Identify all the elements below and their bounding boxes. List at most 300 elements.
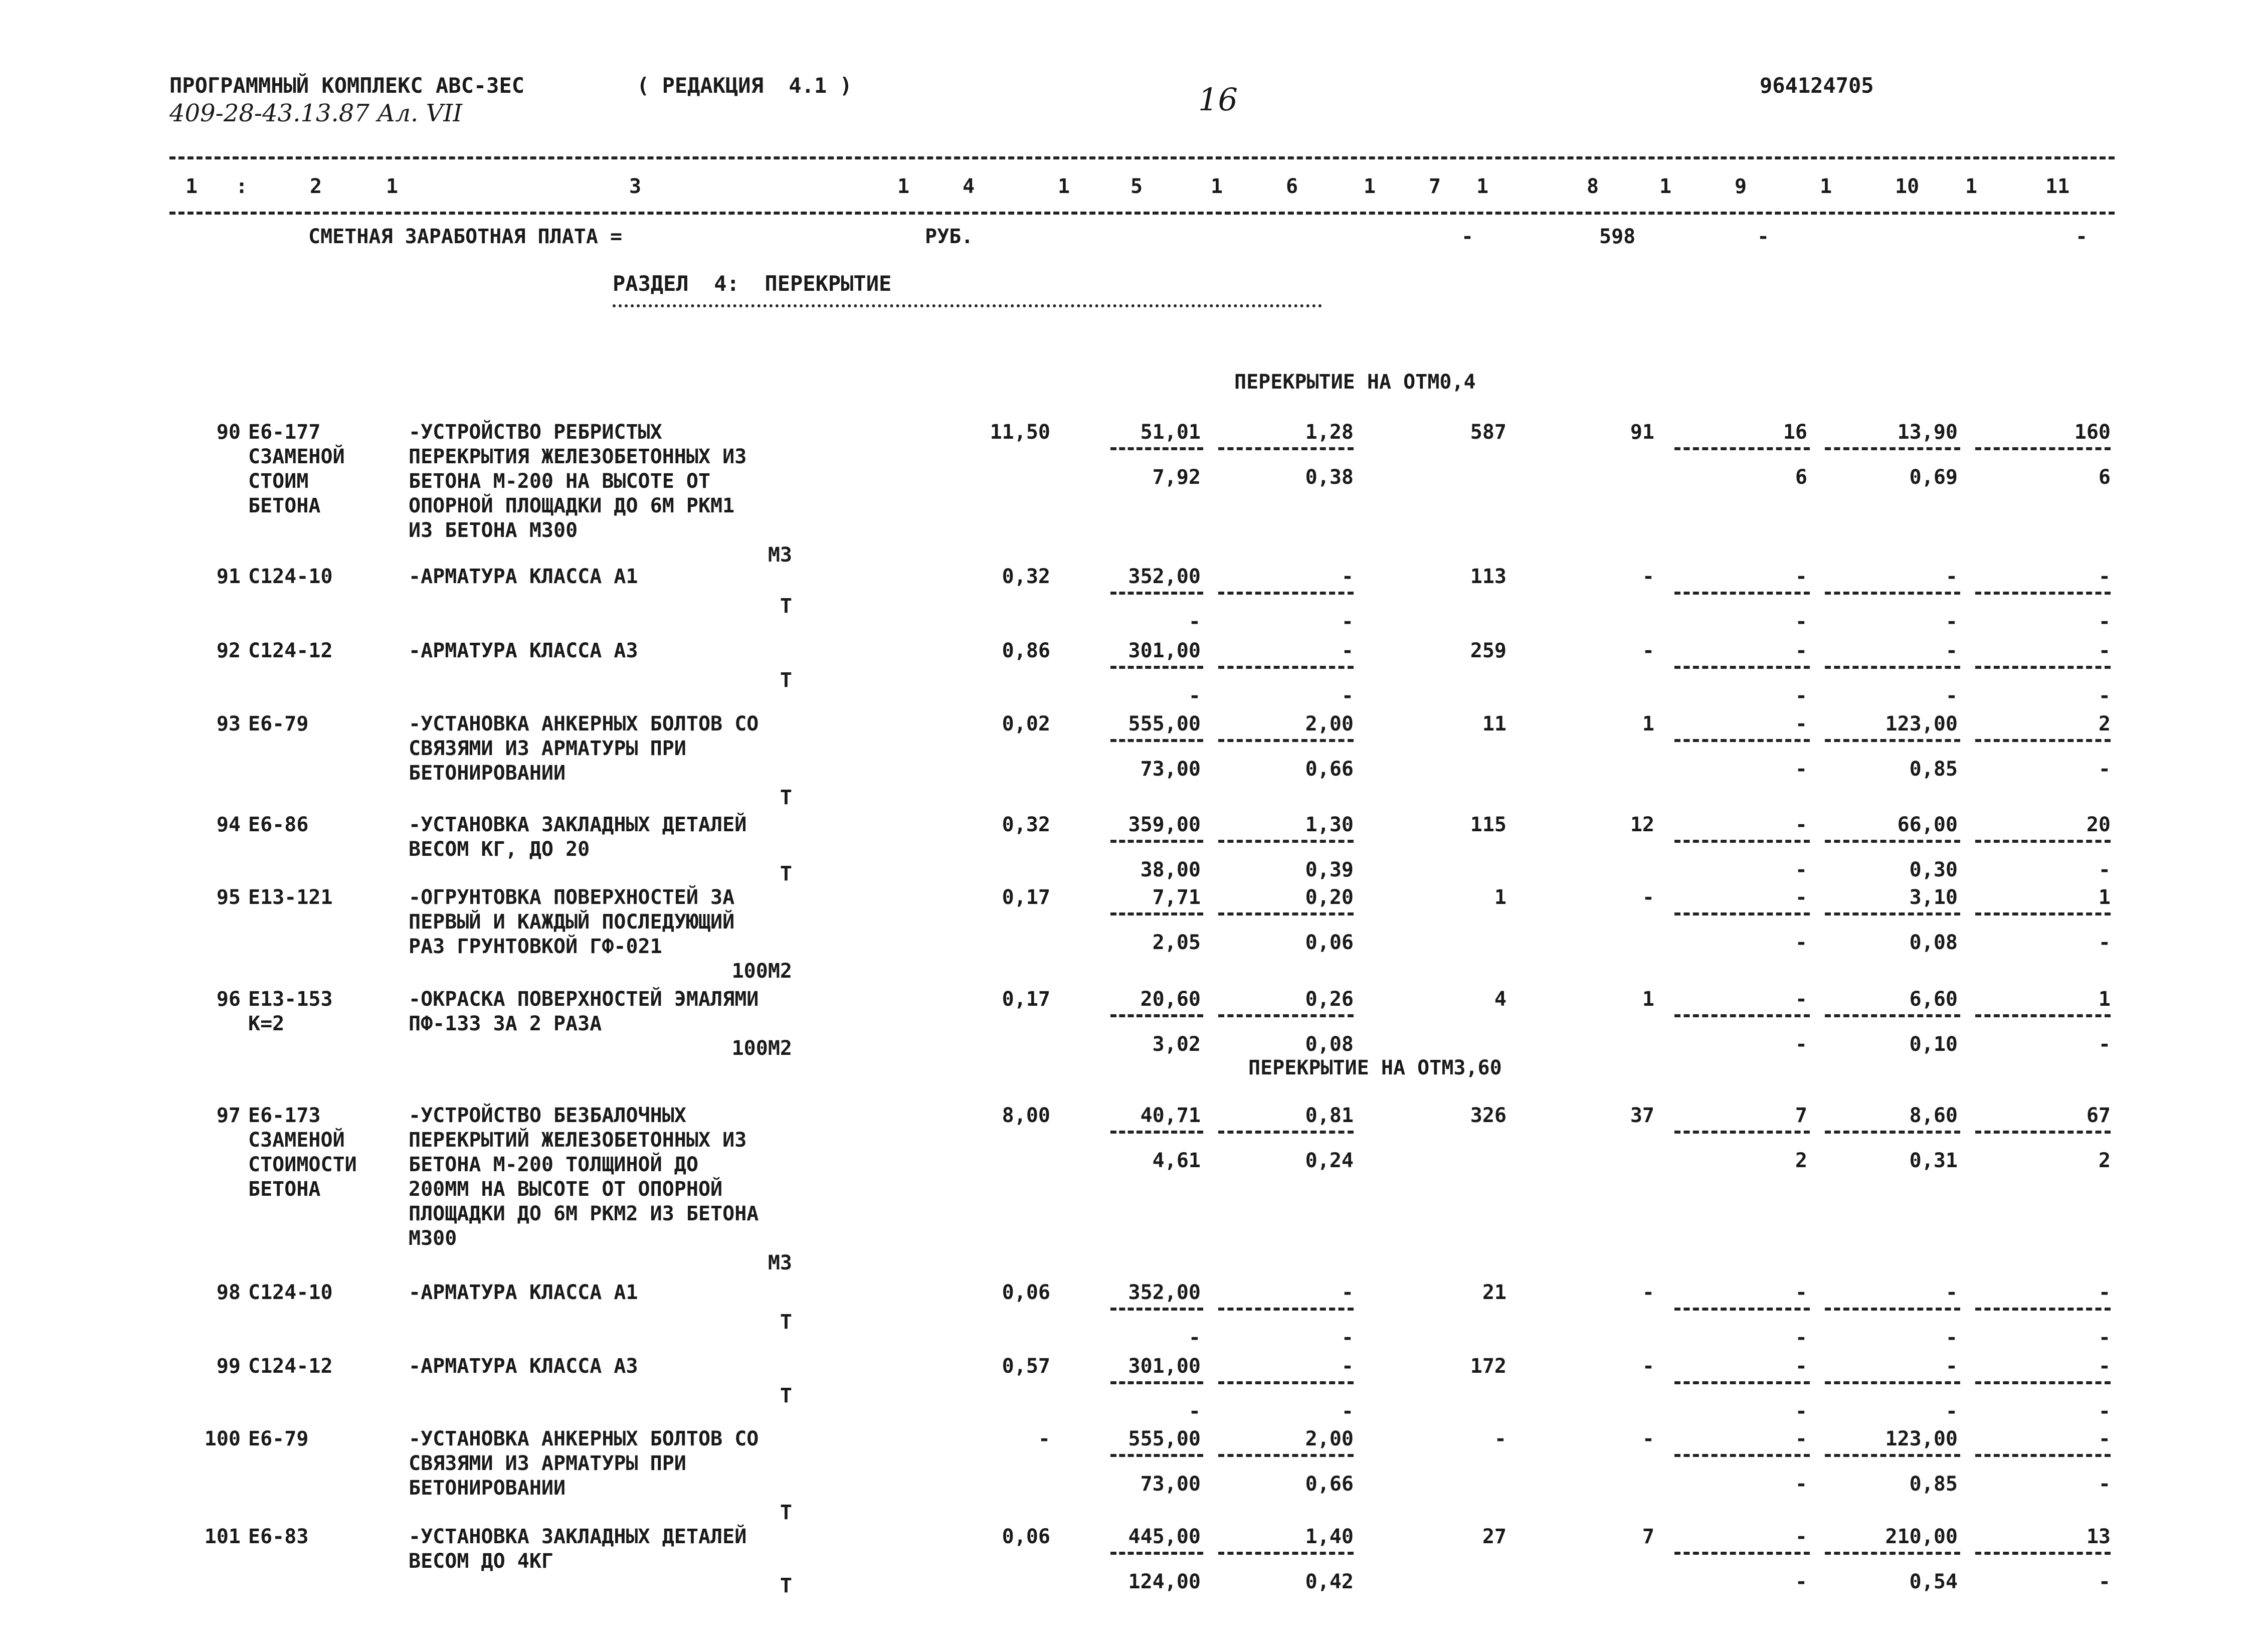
row-col10-bottom: 0,85 [1909, 1473, 1958, 1496]
row-machine-total: 2,00 [1305, 1427, 1354, 1450]
cell-divider-rule [1218, 1381, 1354, 1384]
row-quantity: 0,17 [1002, 988, 1050, 1011]
row-col9-bottom: 2 [1795, 1149, 1807, 1172]
row-col11-bottom: - [2098, 1033, 2111, 1056]
row-number: 93 [216, 712, 241, 736]
table-header-rule [169, 212, 2115, 215]
cell-divider-rule [1674, 666, 1810, 669]
row-col10-top: 8,60 [1909, 1104, 1958, 1127]
row-col10-bottom: 0,85 [1909, 758, 1958, 781]
row-cost-total: 4 [1494, 988, 1506, 1011]
column-separator: : [236, 175, 248, 198]
row-note: СТОИМ [248, 470, 309, 493]
cell-divider-rule [1110, 1454, 1203, 1457]
row-price-wage: 7,92 [1152, 466, 1201, 489]
row-machine-total: 0,81 [1305, 1104, 1354, 1127]
cell-divider-rule [1975, 1308, 2111, 1311]
page-number: 16 [1198, 81, 1238, 118]
row-quantity: 0,32 [1002, 813, 1050, 836]
row-col10-bottom: 0,31 [1909, 1149, 1958, 1172]
row-col9-bottom: - [1795, 1473, 1807, 1496]
row-unit: Т [780, 1384, 792, 1407]
row-description: ВЕСОМ КГ, ДО 20 [409, 838, 590, 861]
row-machine-wage: 0,38 [1305, 466, 1354, 489]
row-col10-top: 123,00 [1885, 712, 1958, 736]
row-cost-total: 115 [1470, 813, 1506, 836]
row-cost-total: 259 [1470, 639, 1506, 662]
cell-divider-rule [1110, 840, 1203, 843]
column-number: 10 [1895, 175, 1920, 198]
row-description: -АРМАТУРА КЛАССА А1 [409, 565, 638, 588]
cell-divider-rule [1975, 1454, 2111, 1457]
row-number: 100 [204, 1427, 241, 1450]
row-col9-top: - [1795, 565, 1807, 588]
row-machine-total: 1,40 [1305, 1525, 1354, 1548]
cell-divider-rule [1218, 1308, 1354, 1311]
cell-divider-rule [1110, 1131, 1203, 1134]
row-code: Е6-86 [248, 813, 309, 836]
column-separator: 1 [1476, 175, 1489, 198]
row-col11-bottom: - [2098, 1326, 2111, 1349]
section-underline [613, 304, 1322, 307]
row-note: БЕТОНА [248, 1178, 321, 1201]
row-machine-wage: - [1341, 610, 1354, 633]
row-description: М300 [409, 1227, 457, 1250]
column-number: 9 [1735, 175, 1747, 198]
row-col11-bottom: - [2098, 931, 2111, 954]
row-col9-top: - [1795, 1427, 1807, 1450]
row-cost-wage: - [1642, 565, 1654, 588]
row-description: ПЕРВЫЙ И КАЖДЫЙ ПОСЛЕДУЮЩИЙ [409, 910, 735, 934]
row-price-wage: 4,61 [1152, 1149, 1201, 1172]
row-price-total: 20,60 [1140, 988, 1201, 1011]
cell-divider-rule [1975, 840, 2111, 843]
row-number: 98 [216, 1281, 241, 1304]
cell-divider-rule [1975, 1014, 2111, 1017]
row-code: Е13-121 [248, 886, 333, 909]
row-machine-total: - [1341, 1281, 1354, 1304]
wage-label: СМЕТНАЯ ЗАРАБОТНАЯ ПЛАТА = [308, 225, 623, 248]
cell-divider-rule [1110, 912, 1203, 915]
row-col11-top: - [2098, 1281, 2111, 1304]
row-col10-top: 3,10 [1909, 886, 1958, 909]
row-cost-total: 326 [1470, 1104, 1506, 1127]
row-price-total: 301,00 [1128, 639, 1201, 662]
cell-divider-rule [1674, 1381, 1810, 1384]
cell-divider-rule [1975, 912, 2111, 915]
wage-col12: - [2076, 225, 2088, 248]
row-quantity: 0,17 [1002, 886, 1050, 909]
cell-divider-rule [1825, 1308, 1960, 1311]
row-note: БЕТОНА [248, 494, 321, 517]
row-price-wage: 124,00 [1128, 1570, 1201, 1593]
row-code: Е6-79 [248, 712, 309, 736]
row-price-wage: 73,00 [1140, 758, 1201, 781]
row-col9-bottom: - [1795, 758, 1807, 781]
row-cost-total: 27 [1482, 1525, 1506, 1548]
cell-divider-rule [1825, 739, 1960, 742]
row-machine-total: 0,26 [1305, 988, 1354, 1011]
row-description: ОПОРНОЙ ПЛОЩАДКИ ДО 6М РКМ1 [409, 494, 735, 517]
cell-divider-rule [1825, 592, 1960, 595]
cell-divider-rule [1825, 912, 1960, 915]
cell-divider-rule [1110, 1381, 1203, 1384]
row-col9-top: - [1795, 1281, 1807, 1304]
row-col11-bottom: - [2098, 610, 2111, 633]
row-description: -УСТРОЙСТВО БЕЗБАЛОЧНЫХ [409, 1104, 686, 1127]
row-cost-total: 21 [1482, 1281, 1506, 1304]
cell-divider-rule [1218, 1131, 1354, 1134]
row-cost-wage: 7 [1642, 1525, 1654, 1548]
cell-divider-rule [1674, 1454, 1810, 1457]
row-unit: М3 [768, 543, 792, 567]
row-price-total: 352,00 [1128, 1281, 1201, 1304]
cell-divider-rule [1218, 1014, 1354, 1017]
cell-divider-rule [1975, 666, 2111, 669]
row-col10-top: 210,00 [1885, 1525, 1958, 1548]
row-col11-bottom: - [2098, 1400, 2111, 1423]
row-description: СВЯЗЯМИ ИЗ АРМАТУРЫ ПРИ [409, 737, 686, 760]
row-unit: Т [780, 595, 792, 618]
row-code: С124-10 [248, 565, 333, 588]
row-quantity: 0,06 [1002, 1525, 1050, 1548]
row-number: 95 [216, 886, 241, 909]
row-description: -АРМАТУРА КЛАССА А3 [409, 1355, 638, 1378]
row-description: -УСТАНОВКА ЗАКЛАДНЫХ ДЕТАЛЕЙ [409, 1525, 747, 1548]
row-price-wage: - [1188, 1400, 1201, 1423]
row-col9-top: - [1795, 886, 1807, 909]
row-cost-wage: - [1642, 639, 1654, 662]
wage-col10: - [1757, 225, 1770, 248]
row-description: -УСТАНОВКА ЗАКЛАДНЫХ ДЕТАЛЕЙ [409, 813, 747, 836]
row-col10-bottom: - [1945, 610, 1958, 633]
row-col10-bottom: - [1945, 684, 1958, 707]
row-code: Е6-79 [248, 1427, 309, 1450]
column-separator: 1 [1820, 175, 1832, 198]
row-cost-wage: - [1642, 1427, 1654, 1450]
row-machine-wage: 0,06 [1305, 931, 1354, 954]
column-number: 5 [1130, 175, 1143, 198]
column-number: 4 [963, 175, 975, 198]
row-price-wage: - [1188, 1326, 1201, 1349]
cell-divider-rule [1825, 1014, 1960, 1017]
program-title: ПРОГРАММНЫЙ КОМПЛЕКС АВС-3ЕС [169, 73, 525, 98]
row-number: 96 [216, 988, 241, 1011]
row-machine-wage: - [1341, 684, 1354, 707]
row-quantity: 0,86 [1002, 639, 1050, 662]
cell-divider-rule [1674, 1014, 1810, 1017]
row-description: -УСТРОЙСТВО РЕБРИСТЫХ [409, 421, 662, 444]
column-number: 7 [1429, 175, 1441, 198]
row-price-wage: 73,00 [1140, 1473, 1201, 1496]
row-price-total: 51,01 [1140, 421, 1201, 444]
row-cost-total: 1 [1494, 886, 1506, 909]
row-quantity: 0,57 [1002, 1355, 1050, 1378]
cell-divider-rule [1110, 1552, 1203, 1555]
row-price-total: 445,00 [1128, 1525, 1201, 1548]
column-number: 2 [310, 175, 322, 198]
table-top-rule [169, 156, 2115, 159]
row-unit: Т [780, 1501, 792, 1524]
row-machine-wage: - [1341, 1400, 1354, 1423]
cell-divider-rule [1975, 739, 2111, 742]
row-col10-bottom: 0,08 [1909, 931, 1958, 954]
cell-divider-rule [1825, 666, 1960, 669]
row-machine-wage: 0,39 [1305, 858, 1354, 881]
row-number: 101 [204, 1525, 241, 1548]
row-description: БЕТОНИРОВАНИИ [409, 762, 566, 785]
row-description: СВЯЗЯМИ ИЗ АРМАТУРЫ ПРИ [409, 1452, 686, 1475]
cell-divider-rule [1218, 840, 1354, 843]
row-col11-bottom: 6 [2098, 466, 2111, 489]
cell-divider-rule [1218, 666, 1354, 669]
row-col10-top: - [1945, 565, 1958, 588]
row-col11-top: - [2098, 639, 2111, 662]
cell-divider-rule [1110, 592, 1203, 595]
row-unit: М3 [768, 1251, 792, 1274]
row-price-wage: 2,05 [1152, 931, 1201, 954]
row-col9-bottom: - [1795, 858, 1807, 881]
row-col10-top: 6,60 [1909, 988, 1958, 1011]
row-machine-total: - [1341, 565, 1354, 588]
cell-divider-rule [1110, 666, 1203, 669]
row-note: К=2 [248, 1012, 285, 1035]
row-quantity: 8,00 [1002, 1104, 1050, 1127]
cell-divider-rule [1674, 1131, 1810, 1134]
cell-divider-rule [1218, 447, 1354, 450]
column-separator: 1 [1659, 175, 1672, 198]
row-description: РАЗ ГРУНТОВКОЙ ГФ-021 [409, 935, 662, 958]
row-quantity: 0,32 [1002, 565, 1050, 588]
row-col10-top: - [1945, 639, 1958, 662]
row-col11-bottom: - [2098, 1473, 2111, 1496]
row-col9-bottom: - [1795, 684, 1807, 707]
row-cost-total: 172 [1470, 1355, 1506, 1378]
row-cost-wage: - [1642, 1281, 1654, 1304]
wage-col9: 598 [1599, 225, 1636, 248]
row-code: Е6-173 [248, 1104, 321, 1127]
row-unit: 100М2 [731, 1037, 792, 1060]
row-description: -АРМАТУРА КЛАССА А3 [409, 639, 638, 662]
row-col9-top: 7 [1795, 1104, 1807, 1127]
row-description: -УСТАНОВКА АНКЕРНЫХ БОЛТОВ СО [409, 1427, 759, 1450]
row-note: С3АМЕНОЙ [248, 1129, 345, 1152]
row-code: С124-10 [248, 1281, 333, 1304]
row-unit: Т [780, 669, 792, 692]
row-number: 94 [216, 813, 241, 836]
row-col11-top: 67 [2086, 1104, 2111, 1127]
document-code: 409-28-43.13.87 Ал. VII [169, 99, 463, 127]
cell-divider-rule [1218, 1552, 1354, 1555]
row-cost-wage: 37 [1630, 1104, 1654, 1127]
row-col10-bottom: 0,69 [1909, 466, 1958, 489]
row-price-total: 7,71 [1152, 886, 1201, 909]
row-col11-top: 20 [2086, 813, 2111, 836]
cell-divider-rule [1825, 1552, 1960, 1555]
cell-divider-rule [1674, 1552, 1810, 1555]
row-cost-wage: - [1642, 1355, 1654, 1378]
cell-divider-rule [1825, 840, 1960, 843]
row-code: С124-12 [248, 1355, 333, 1378]
row-machine-total: - [1341, 1355, 1354, 1378]
cell-divider-rule [1110, 447, 1203, 450]
row-cost-total: 113 [1470, 565, 1506, 588]
cell-divider-rule [1674, 1308, 1810, 1311]
row-col11-top: 2 [2098, 712, 2111, 736]
row-note: С3АМЕНОЙ [248, 445, 345, 468]
section-title: РАЗДЕЛ 4: ПЕРЕКРЫТИЕ [613, 271, 892, 296]
cell-divider-rule [1674, 592, 1810, 595]
row-number: 99 [216, 1355, 241, 1378]
row-note: СТОИМОСТИ [248, 1153, 357, 1176]
row-quantity: - [1038, 1427, 1050, 1450]
cell-divider-rule [1825, 1381, 1960, 1384]
row-number: 92 [216, 639, 241, 662]
row-cost-wage: - [1642, 886, 1654, 909]
row-col10-top: - [1945, 1355, 1958, 1378]
row-description: БЕТОНА М-200 НА ВЫСОТЕ ОТ [409, 470, 711, 493]
row-col11-top: 160 [2074, 421, 2111, 444]
row-col9-bottom: 6 [1795, 466, 1807, 489]
row-price-wage: - [1188, 610, 1201, 633]
row-col10-bottom: - [1945, 1326, 1958, 1349]
column-separator: 1 [1211, 175, 1223, 198]
row-col9-bottom: - [1795, 1033, 1807, 1056]
cell-divider-rule [1674, 447, 1810, 450]
row-col11-bottom: - [2098, 858, 2111, 881]
row-col9-top: - [1795, 988, 1807, 1011]
row-quantity: 0,02 [1002, 712, 1050, 736]
row-col11-top: - [2098, 565, 2111, 588]
row-col9-bottom: - [1795, 1326, 1807, 1349]
column-separator: 1 [1965, 175, 1978, 198]
cell-divider-rule [1674, 912, 1810, 915]
row-quantity: 0,06 [1002, 1281, 1050, 1304]
row-col9-top: - [1795, 1355, 1807, 1378]
row-quantity: 11,50 [990, 421, 1050, 444]
row-price-wage: 38,00 [1140, 858, 1201, 881]
row-col10-bottom: 0,10 [1909, 1033, 1958, 1056]
row-machine-wage: 0,66 [1305, 1473, 1354, 1496]
row-number: 91 [216, 565, 241, 588]
cell-divider-rule [1218, 592, 1354, 595]
cell-divider-rule [1218, 739, 1354, 742]
row-description: -АРМАТУРА КЛАССА А1 [409, 1281, 638, 1304]
row-price-total: 555,00 [1128, 712, 1201, 736]
row-code: Е6-83 [248, 1525, 309, 1548]
row-col11-top: 1 [2098, 886, 2111, 909]
row-number: 90 [216, 421, 241, 444]
row-col10-top: 13,90 [1897, 421, 1958, 444]
row-machine-wage: 0,24 [1305, 1149, 1354, 1172]
column-separator: 1 [386, 175, 399, 198]
cell-divider-rule [1674, 840, 1810, 843]
row-price-total: 40,71 [1140, 1104, 1201, 1127]
row-col10-top: 123,00 [1885, 1427, 1958, 1450]
row-description: ПЕРЕКРЫТИЙ ЖЕЛЕЗОБЕТОННЫХ ИЗ [409, 1129, 747, 1152]
cell-divider-rule [1825, 447, 1960, 450]
row-number: 97 [216, 1104, 241, 1127]
row-machine-total: - [1341, 639, 1354, 662]
wage-col8: - [1461, 225, 1474, 248]
row-col11-bottom: 2 [2098, 1149, 2111, 1172]
column-separator: 1 [897, 175, 910, 198]
row-col11-bottom: - [2098, 758, 2111, 781]
row-cost-wage: 1 [1642, 712, 1654, 736]
row-description: БЕТОНИРОВАНИИ [409, 1477, 566, 1500]
row-cost-wage: 12 [1630, 813, 1654, 836]
row-col9-top: - [1795, 639, 1807, 662]
row-col11-top: 13 [2086, 1525, 2111, 1548]
cell-divider-rule [1975, 1131, 2111, 1134]
row-col11-top: 1 [2098, 988, 2111, 1011]
row-cost-wage: 91 [1630, 421, 1654, 444]
row-col11-bottom: - [2098, 1570, 2111, 1593]
cell-divider-rule [1674, 739, 1810, 742]
row-col11-top: - [2098, 1427, 2111, 1450]
column-separator: 1 [1364, 175, 1376, 198]
cell-divider-rule [1975, 1552, 2111, 1555]
cell-divider-rule [1110, 1308, 1203, 1311]
section-subtitle: ПЕРЕКРЫТИЕ НА ОТМ3,60 [1248, 1056, 1502, 1079]
row-machine-wage: 0,66 [1305, 758, 1354, 781]
cell-divider-rule [1825, 1131, 1960, 1134]
row-price-wage: - [1188, 684, 1201, 707]
row-description: -УСТАНОВКА АНКЕРНЫХ БОЛТОВ СО [409, 712, 759, 736]
row-col9-top: - [1795, 813, 1807, 836]
row-col9-top: - [1795, 1525, 1807, 1548]
row-description: ВЕСОМ ДО 4КГ [409, 1550, 553, 1573]
row-description: ПФ-133 ЗА 2 РАЗА [409, 1012, 602, 1035]
row-price-wage: 3,02 [1152, 1033, 1201, 1056]
row-machine-wage: 0,42 [1305, 1570, 1354, 1593]
column-number: 8 [1587, 175, 1599, 198]
row-code: Е6-177 [248, 421, 321, 444]
row-price-total: 359,00 [1128, 813, 1201, 836]
cell-divider-rule [1975, 592, 2111, 595]
column-number: 6 [1286, 175, 1298, 198]
code-right: 964124705 [1760, 73, 1874, 98]
row-unit: Т [780, 862, 792, 885]
row-unit: Т [780, 786, 792, 809]
row-price-total: 352,00 [1128, 565, 1201, 588]
cell-divider-rule [1218, 1454, 1354, 1457]
row-col10-bottom: 0,54 [1909, 1570, 1958, 1593]
row-col10-bottom: 0,30 [1909, 858, 1958, 881]
row-machine-wage: - [1341, 1326, 1354, 1349]
row-machine-total: 1,28 [1305, 421, 1354, 444]
row-unit: 100М2 [731, 960, 792, 983]
edition-label: ( РЕДАКЦИЯ 4.1 ) [637, 73, 852, 98]
row-col9-bottom: - [1795, 931, 1807, 954]
cell-divider-rule [1218, 912, 1354, 915]
row-col11-top: - [2098, 1355, 2111, 1378]
cell-divider-rule [1110, 739, 1203, 742]
row-col9-top: 16 [1783, 421, 1807, 444]
row-machine-total: 1,30 [1305, 813, 1354, 836]
row-description: -ОКРАСКА ПОВЕРХНОСТЕЙ ЭМАЛЯМИ [409, 988, 759, 1011]
row-machine-total: 0,20 [1305, 886, 1354, 909]
row-description: БЕТОНА М-200 ТОЛЩИНОЙ ДО [409, 1153, 698, 1176]
cell-divider-rule [1825, 1454, 1960, 1457]
row-unit: Т [780, 1311, 792, 1334]
row-cost-total: 11 [1482, 712, 1506, 736]
row-col9-bottom: - [1795, 1400, 1807, 1423]
column-separator: 1 [1058, 175, 1070, 198]
column-number: 1 [185, 175, 198, 198]
row-description: ИЗ БЕТОНА М300 [409, 519, 578, 542]
row-cost-wage: 1 [1642, 988, 1654, 1011]
